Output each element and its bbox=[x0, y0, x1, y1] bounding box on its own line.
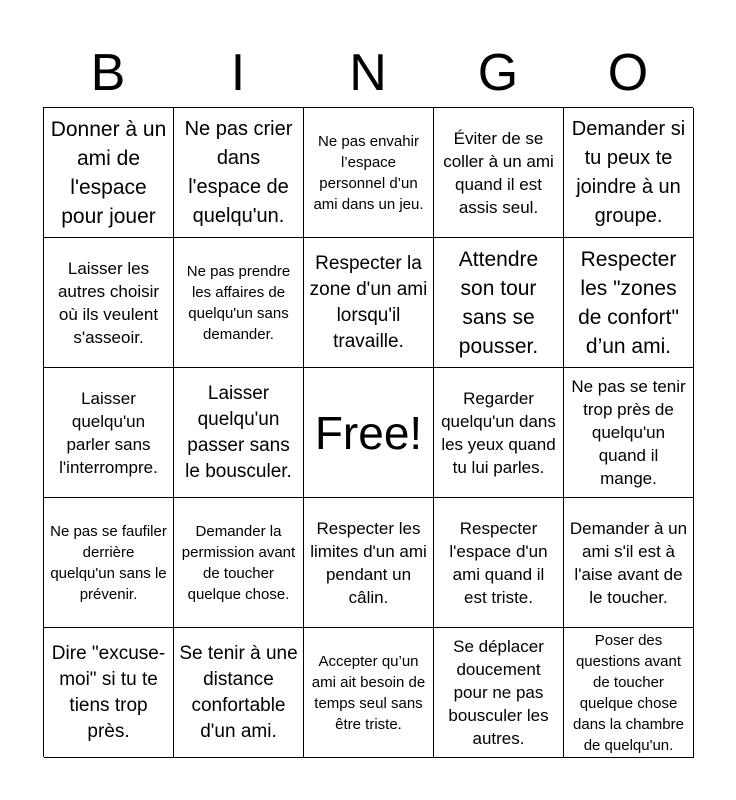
bingo-cell[interactable] bbox=[174, 238, 304, 368]
bingo-cell[interactable] bbox=[174, 108, 304, 238]
bingo-cell[interactable] bbox=[304, 108, 434, 238]
bingo-cell[interactable] bbox=[304, 498, 434, 628]
cell-text: Demander si tu peux te joindre à un groupe. bbox=[571, 117, 686, 227]
cell-text: Poser des questions avant de toucher quelque chose dans la chambre de quelqu'un. bbox=[573, 631, 684, 754]
cell-text: Laisser les autres choisir où ils veulent s'asseoir. bbox=[57, 258, 160, 347]
bingo-cell[interactable] bbox=[304, 628, 434, 758]
cell-text: Dire "excuse-moi" si tu te tiens trop près. bbox=[51, 642, 166, 742]
cell-text: Respecter les limites d'un ami pendant un câlin. bbox=[310, 518, 427, 607]
bingo-board bbox=[43, 107, 693, 757]
cell-text: Respecter l'espace d'un ami quand il est triste. bbox=[449, 518, 548, 607]
bingo-cell[interactable] bbox=[564, 368, 694, 498]
cell-text: Se tenir à une distance confortable d'un ami. bbox=[179, 642, 298, 742]
bingo-cell[interactable] bbox=[44, 238, 174, 368]
header-letter-b: B bbox=[90, 44, 126, 102]
bingo-cell[interactable] bbox=[44, 108, 174, 238]
free-text: Free! bbox=[314, 406, 423, 459]
cell-text: Ne pas se tenir trop près de quelqu'un quand il mange. bbox=[571, 377, 686, 488]
cell-text: Éviter de se coller à un ami quand il est assis seul. bbox=[443, 128, 554, 217]
header-letter-i: I bbox=[230, 44, 246, 102]
cell-text: Donner à un ami de l'espace pour jouer bbox=[50, 117, 167, 228]
cell-text: Regarder quelqu'un dans les yeux quand tu lui parles. bbox=[441, 388, 556, 477]
bingo-cell[interactable] bbox=[564, 108, 694, 238]
bingo-cell[interactable] bbox=[44, 498, 174, 628]
cell-text: Ne pas envahir l’espace personnel d’un ami dans un jeu. bbox=[313, 132, 424, 213]
header-letter-o: O bbox=[607, 44, 649, 102]
cell-text: Respecter la zone d'un ami lorsqu'il travaille. bbox=[309, 252, 428, 352]
header-letter-g: G bbox=[477, 44, 519, 102]
cell-text: Ne pas crier dans l'espace de quelqu'un. bbox=[184, 117, 293, 227]
cell-text: Demander à un ami s'il est à l'aise avant de le toucher. bbox=[569, 518, 688, 607]
cell-text: Respecter les "zones de confort" d’un ami. bbox=[578, 247, 679, 358]
bingo-cell[interactable] bbox=[44, 368, 174, 498]
bingo-cell[interactable] bbox=[564, 628, 694, 758]
free-cell[interactable] bbox=[304, 368, 434, 498]
cell-text: Laisser quelqu'un passer sans le bousculer. bbox=[185, 382, 292, 482]
cell-text: Se déplacer doucement pour ne pas bousculer les autres. bbox=[448, 637, 549, 748]
bingo-cell[interactable] bbox=[434, 108, 564, 238]
bingo-cell[interactable] bbox=[44, 628, 174, 758]
bingo-cell[interactable] bbox=[174, 628, 304, 758]
cell-text: Demander la permission avant de toucher quelque chose. bbox=[181, 522, 296, 603]
cell-text: Accepter qu’un ami ait besoin de temps seul sans être triste. bbox=[311, 652, 426, 733]
bingo-cell[interactable] bbox=[434, 498, 564, 628]
cell-text: Attendre son tour sans se pousser. bbox=[458, 247, 539, 358]
bingo-cell[interactable] bbox=[564, 238, 694, 368]
bingo-cell[interactable] bbox=[174, 498, 304, 628]
bingo-cell[interactable] bbox=[434, 238, 564, 368]
bingo-header bbox=[43, 42, 693, 104]
bingo-cell[interactable] bbox=[434, 368, 564, 498]
cell-text: Ne pas se faufiler derrière quelqu'un sans le prévenir. bbox=[50, 522, 167, 603]
bingo-cell[interactable] bbox=[174, 368, 304, 498]
cell-text: Laisser quelqu'un parler sans l'interrompre. bbox=[59, 388, 158, 477]
cell-text: Ne pas prendre les affaires de quelqu'un sans demander. bbox=[186, 262, 291, 343]
bingo-cell[interactable] bbox=[564, 498, 694, 628]
bingo-cell[interactable] bbox=[434, 628, 564, 758]
header-letter-n: N bbox=[349, 44, 387, 102]
bingo-cell[interactable] bbox=[304, 238, 434, 368]
